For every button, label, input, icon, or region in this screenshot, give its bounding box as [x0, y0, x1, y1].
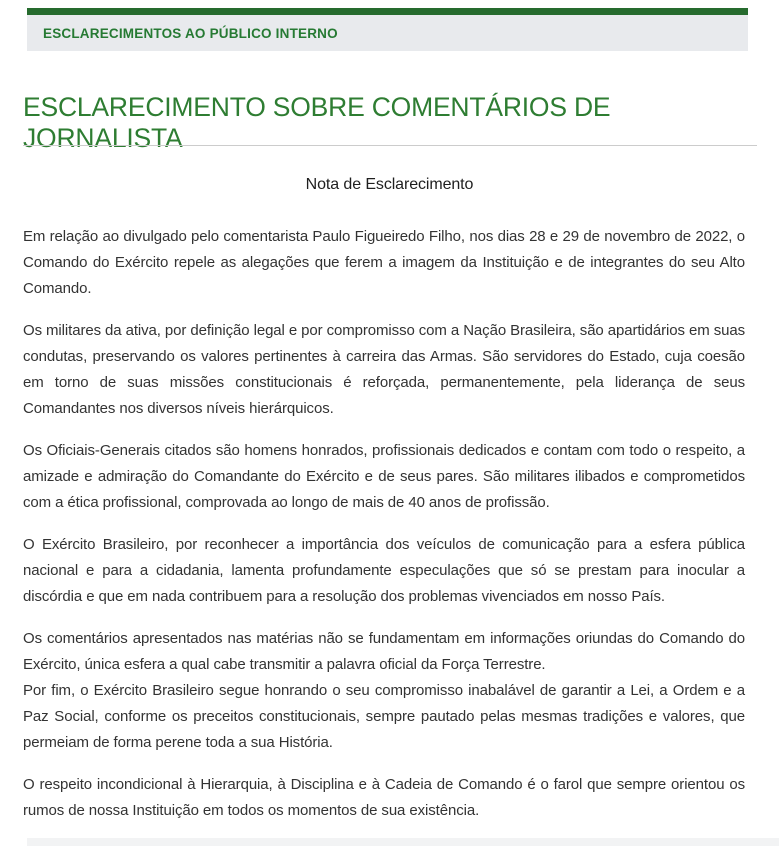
- paragraph: O Exército Brasileiro, por reconhecer a importância dos veículos de comunicação para a esfera pública nacional e para a cidadania, lamenta profundamente especulações que só se prestam para inocular a discórdia e que em nada contribuem para a resolução dos problemas vivenciados em nosso País.: [23, 536, 745, 605]
- page-title: ESCLARECIMENTO SOBRE COMENTÁRIOS DE JORNALISTA: [23, 91, 611, 153]
- section-header-bar: [27, 15, 748, 51]
- paragraph: Os militares da ativa, por definição legal e por compromisso com a Nação Brasileira, são apartidários em suas condutas, preservando os valores pertinentes à carreira das Armas. São servidores do Estado, cuja coesão em torno de suas missões constitucionais é reforçada, permanentemente, pela liderança de seus Comandantes nos diversos níveis hierárquicos.: [23, 322, 745, 417]
- next-section-bar-edge: [27, 838, 779, 846]
- paragraph: Os comentários apresentados nas matérias não se fundamentam em informações oriundas do Comando do Exército, única esfera a qual cabe transmitir a palavra oficial da Força Terrestre.: [23, 630, 745, 673]
- section-top-accent-bar: [27, 8, 748, 15]
- note-body: [23, 224, 745, 840]
- section-header-label: ESCLARECIMENTOS AO PÚBLICO INTERNO: [43, 25, 338, 41]
- paragraph: Os Oficiais-Generais citados são homens honrados, profissionais dedicados e contam com todo o respeito, a amizade e admiração do Comandante do Exército e de seus pares. São militares ilibados e comprometidos com a ética profissional, comprovada ao longo de mais de 40 anos de profissão.: [23, 442, 745, 511]
- paragraph: O respeito incondicional à Hierarquia, à Disciplina e à Cadeia de Comando é o farol que sempre orientou os rumos de nossa Instituição em todos os momentos de sua existência.: [23, 776, 745, 819]
- paragraph: Em relação ao divulgado pelo comentarista Paulo Figueiredo Filho, nos dias 28 e 29 de novembro de 2022, o Comando do Exército repele as alegações que ferem a imagem da Instituição e de integrantes do seu Alto Comando.: [23, 228, 745, 297]
- title-divider: [23, 145, 757, 146]
- note-heading: Nota de Esclarecimento: [305, 176, 474, 193]
- paragraph: Por fim, o Exército Brasileiro segue honrando o seu compromisso inabalável de garantir a Lei, a Ordem e a Paz Social, conforme os preceitos constitucionais, sempre pautado pelas mesmas tradições e valores, que permeiam de forma perene toda a sua História.: [23, 682, 745, 751]
